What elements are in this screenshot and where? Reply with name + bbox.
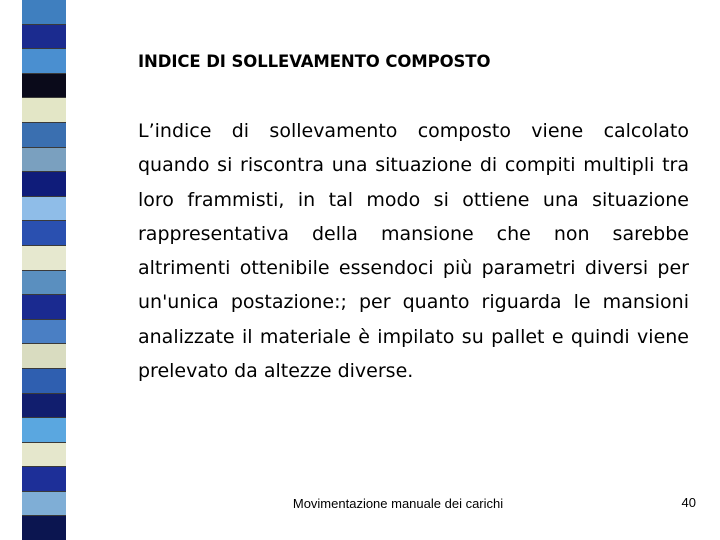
strip-block — [22, 320, 66, 345]
strip-block — [22, 443, 66, 468]
strip-block — [22, 74, 66, 99]
strip-block — [22, 172, 66, 197]
strip-block — [22, 246, 66, 271]
footer-title: Movimentazione manuale dei carichi — [292, 496, 504, 511]
strip-block — [22, 394, 66, 419]
strip-block — [22, 418, 66, 443]
page-number: 40 — [681, 495, 696, 510]
slide-title: INDICE DI SOLLEVAMENTO COMPOSTO — [138, 52, 491, 71]
strip-block — [22, 0, 66, 25]
strip-block — [22, 492, 66, 517]
slide-body-paragraph: L’indice di sollevamento composto viene calcolato quando si riscontra una situazione di compiti multipli tra loro frammisti, in tal modo si ottiene una situazione rappresentativa della mansione che non sarebbe altrimenti ottenibile essendoci più parametri diversi per un'unica postazione:; per quanto riguarda le mansioni analizzate il materiale è impilato su pallet e quindi viene prelevato da altezze diverse. — [138, 120, 689, 383]
strip-block — [22, 123, 66, 148]
strip-block — [22, 467, 66, 492]
strip-block — [22, 344, 66, 369]
strip-block — [22, 49, 66, 74]
strip-block — [22, 295, 66, 320]
decorative-color-strip — [22, 0, 66, 540]
strip-block — [22, 516, 66, 540]
strip-block — [22, 271, 66, 296]
strip-block — [22, 98, 66, 123]
strip-block — [22, 197, 66, 222]
strip-block — [22, 369, 66, 394]
strip-block — [22, 221, 66, 246]
strip-block — [22, 148, 66, 173]
strip-block — [22, 25, 66, 50]
